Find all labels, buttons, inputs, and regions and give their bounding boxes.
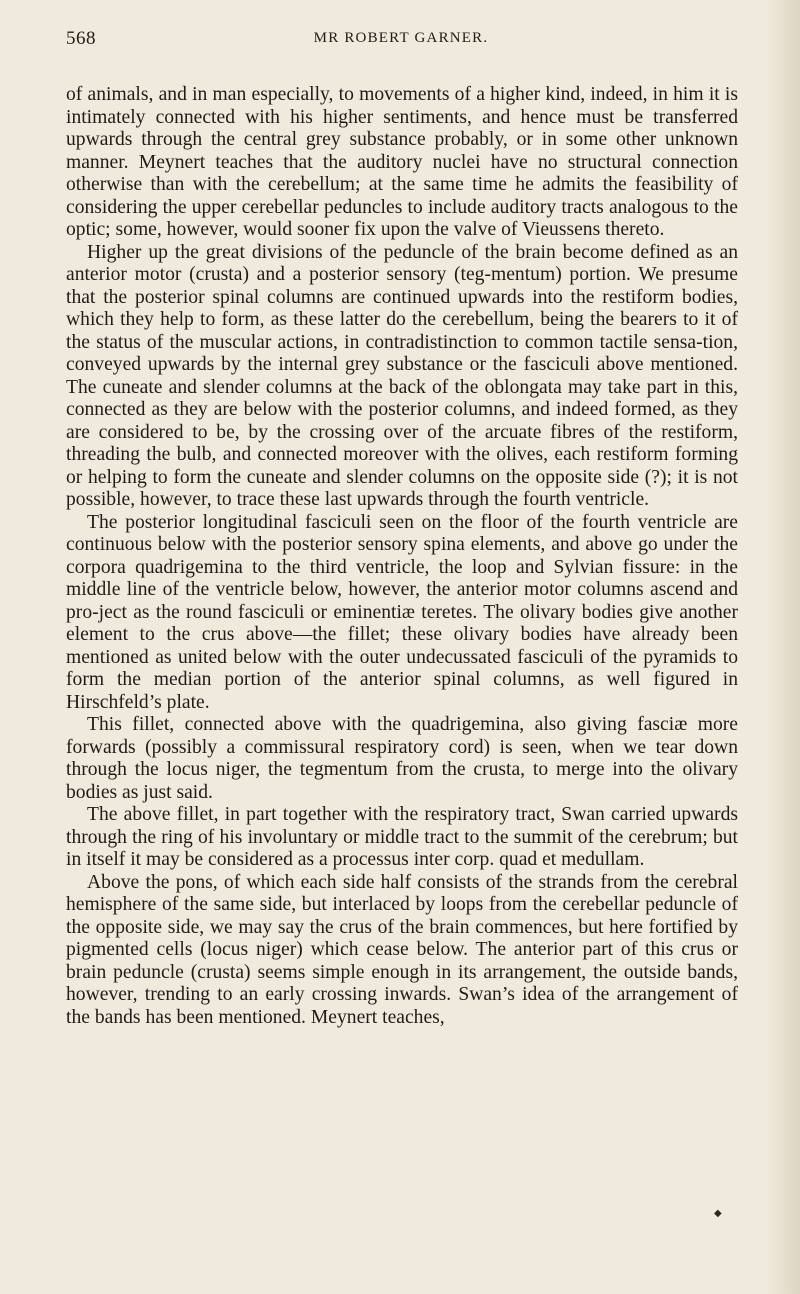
paragraph: This fillet, connected above with the quadrigemina, also giving fasciæ more forwards (possibly a commissural respiratory cord) is seen, when we tear down through the locus niger, the tegmentum from the crusta, to merge into the olivary bodies as just said. bbox=[66, 714, 738, 803]
page-edge-shadow bbox=[766, 0, 800, 1294]
footer-mark: ◆ bbox=[714, 1208, 722, 1219]
paragraph: The posterior longitudinal fasciculi seen on the floor of the fourth ventricle are continuous below with the posterior sensory spina elements, and above go under the corpora quadrigemina to the third ventricle, the loop and Sylvian fissure: in the middle line of the ventricle below, however, the anterior motor columns ascend and pro-ject as the round fasciculi or eminentiæ teretes. The olivary bodies give another element to the crus above—the fillet; these olivary bodies have already been mentioned as united below with the outer undecussated fasciculi of the pyramids to form the median portion of the anterior spinal columns, as well figured in Hirschfeld’s plate. bbox=[66, 511, 738, 713]
paragraph: The above fillet, in part together with the respiratory tract, Swan carried upwards through the ring of his involuntary or middle tract to the summit of the cerebrum; but in itself it may be considered as a processus inter corp. quad et medullam. bbox=[66, 804, 738, 870]
paragraph: Higher up the great divisions of the peduncle of the brain become defined as an anterior motor (crusta) and a posterior sensory (teg-mentum) portion. We presume that the posterior spinal columns are continued upwards into the restiform bodies, which they help to form, as these latter do the cerebellum, being the bearers to it of the status of the muscular actions, in contradistinction to common tactile sensa-tion, conveyed upwards by the internal grey substance or the fasciculi above mentioned. The cuneate and slender columns at the back of the oblongata may take part in this, connected as they are below with the posterior columns, and indeed formed, as they are considered to be, by the crossing over of the arcuate fibres of the restiform, threading the bulb, and connected moreover with the olives, each restiform forming or helping to form the cuneate and slender columns on the opposite side (?); it is not possible, however, to trace these last upwards through the fourth ventricle. bbox=[66, 241, 738, 510]
paragraph-continued: of animals, and in man especially, to movements of a higher kind, indeed, in him it is intimately connected with his higher sentiments, and hence must be transferred upwards through the central grey substance probably, or in some other unknown manner. Meynert teaches that the auditory nuclei have no structural connection otherwise than with the cerebellum; at the same time he admits the feasibility of considering the upper cerebellar peduncles to include auditory tracts analogous to the optic; some, however, would sooner fix upon the valve of Vieussens thereto. bbox=[66, 84, 738, 240]
running-head: MR ROBERT GARNER. bbox=[313, 30, 489, 46]
body-text bbox=[66, 84, 738, 1029]
page-number: 568 bbox=[66, 28, 96, 49]
page-header bbox=[66, 28, 736, 54]
paragraph: Above the pons, of which each side half consists of the strands from the cerebral hemisphere of the same side, but interlaced by loops from the cerebellar peduncle of the opposite side, we may say the crus of the brain commences, but here fortified by pigmented cells (locus niger) which cease below. The anterior part of this crus or brain peduncle (crusta) seems simple enough in its arrangement, the outside bands, however, trending to an early crossing inwards. Swan’s idea of the arrangement of the bands has been mentioned. Meynert teaches, bbox=[66, 871, 738, 1028]
